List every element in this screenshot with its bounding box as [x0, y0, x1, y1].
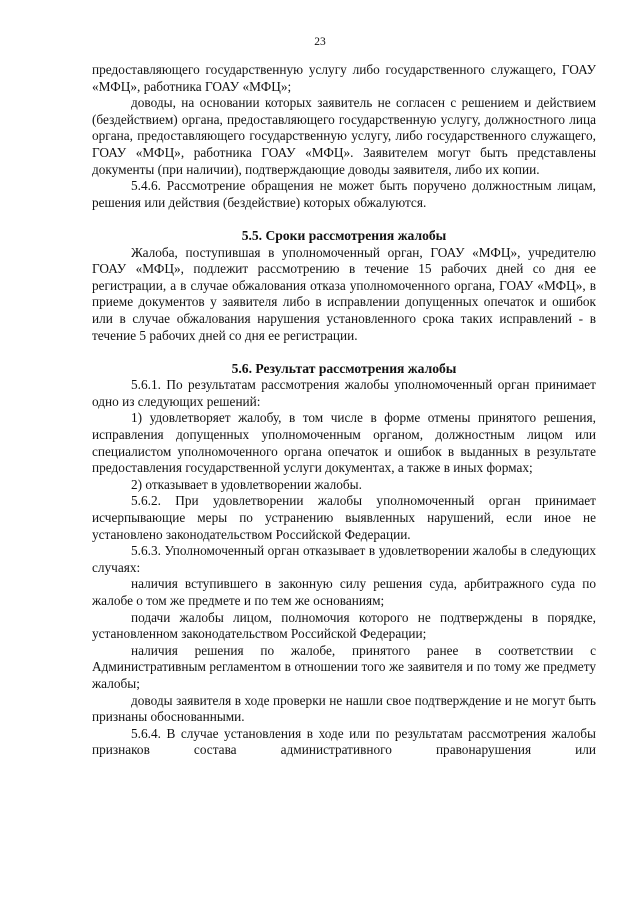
paragraph: 1) удовлетворяет жалобу, в том числе в форме отмены принятого решения, исправления допущенных уполномоченным органом, должностным лицом или специалистом уполномоченного органа опечаток и ошибок в выданных в результате предоставления государственной услуги документах, а также в иных формах;	[92, 410, 596, 476]
paragraph-gap	[92, 344, 596, 361]
document-body	[92, 62, 596, 759]
paragraph: доводы заявителя в ходе проверки не нашли свое подтверждение и не могут быть признаны обоснованными.	[92, 692, 596, 725]
paragraph: Жалоба, поступившая в уполномоченный орган, ГОАУ «МФЦ», учредителю ГОАУ «МФЦ», подлежит рассмотрению в течение 15 рабочих дней со дня ее регистрации, а в случае обжалования отказа уполномоченного органа, ГОАУ «МФЦ», в приеме документов у заявителя либо в исправлении допущенных опечаток и ошибок или в случае обжалования нарушения установленного срока таких исправлений - в течение 5 рабочих дней со дня ее регистрации.	[92, 244, 596, 343]
paragraph: 5.6.2. При удовлетворении жалобы уполномоченный орган принимает исчерпывающие меры по устранению выявленных нарушений, если иное не установлено законодательством Российской Федерации.	[92, 493, 596, 542]
paragraph: наличия решения по жалобе, принятого ранее в соответствии с Административным регламентом в отношении того же заявителя и по тому же предмету жалобы;	[92, 642, 596, 691]
paragraph: предоставляющего государственную услугу либо государственного служащего, ГОАУ «МФЦ», работника ГОАУ «МФЦ»;	[92, 62, 596, 94]
section-heading: 5.6. Результат рассмотрения жалобы	[231, 360, 457, 376]
paragraph: наличия вступившего в законную силу решения суда, арбитражного суда по жалобе о том же предмете и по тем же основаниям;	[92, 576, 596, 608]
paragraph: 5.4.6. Рассмотрение обращения не может быть поручено должностным лицам, решения или действия (бездействие) которых обжалуются.	[92, 178, 596, 210]
paragraph: доводы, на основании которых заявитель не согласен с решением и действием (бездействием) органа, предоставляющего государственную услугу, должностного лица органа, предоставляющего государственную услугу, либо государственного служащего, ГОАУ «МФЦ», работника ГОАУ «МФЦ». Заявителем могут быть представлены документы (при наличии), подтверждающие доводы заявителя, либо их копии.	[92, 95, 596, 177]
paragraph: подачи жалобы лицом, полномочия которого не подтверждены в порядке, установленном законодательством Российской Федерации;	[92, 609, 596, 642]
paragraph: 5.6.3. Уполномоченный орган отказывает в удовлетворении жалобы в следующих случаях:	[92, 543, 596, 575]
section-heading: 5.5. Сроки рассмотрения жалобы	[241, 227, 447, 243]
paragraph-gap	[92, 211, 596, 228]
paragraph: 5.6.4. В случае установления в ходе или по результатам рассмотрения жалобы признаков состава административного правонарушения или	[92, 725, 596, 758]
paragraph: 2) отказывает в удовлетворении жалобы.	[131, 476, 362, 492]
page-number: 23	[314, 36, 326, 48]
paragraph: 5.6.1. По результатам рассмотрения жалобы уполномоченный орган принимает одно из следующих решений:	[92, 377, 596, 409]
